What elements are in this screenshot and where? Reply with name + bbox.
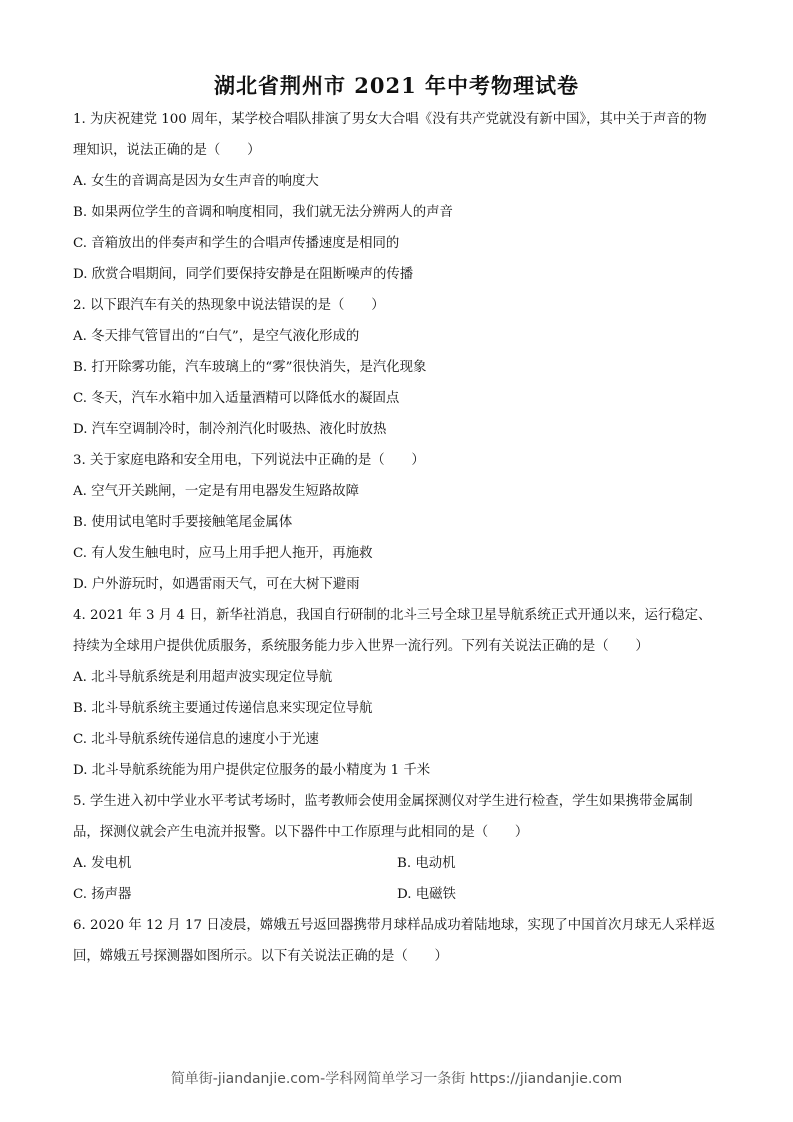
question-4 [73, 600, 733, 786]
question-stem: 4. 2021 年 3 月 4 日，新华社消息，我国自行研制的北斗三号全球卫星导航系统正式开通以来，运行稳定、 [73, 608, 712, 623]
question-stem: 回，嫦娥五号探测器如图所示。以下有关说法正确的是（ ） [73, 949, 448, 964]
option-a: A. 冬天排气管冒出的“白气”，是空气液化形成的 [73, 329, 360, 344]
question-stem: 6. 2020 年 12 月 17 日凌晨，嫦娥五号返回器携带月球样品成功着陆地球，实现了中国首次月球无人采样返 [73, 918, 716, 933]
option-row [73, 848, 733, 879]
question-stem: 理知识，说法正确的是（ ） [73, 143, 261, 158]
option-c: C. 冬天，汽车水箱中加入适量酒精可以降低水的凝固点 [73, 391, 400, 406]
footer-watermark: 简单街-jiandanjie.com-学科网简单学习一条街 https://jiandanjie.com [170, 1071, 623, 1087]
option-b: B. 北斗导航系统主要通过传递信息来实现定位导航 [73, 701, 373, 716]
question-stem: 5. 学生进入初中学业水平考试考场时，监考教师会使用金属探测仪对学生进行检查，学生如果携带金属制 [73, 794, 693, 809]
option-d: D. 欣赏合唱期间，同学们要保持安静是在阻断噪声的传播 [73, 267, 414, 282]
option-c: C. 音箱放出的伴奏声和学生的合唱声传播速度是相同的 [73, 236, 400, 251]
option-a: A. 北斗导航系统是利用超声波实现定位导航 [73, 670, 333, 685]
option-c: C. 扬声器 [73, 887, 132, 902]
question-stem: 品，探测仪就会产生电流并报警。以下器件中工作原理与此相同的是（ ） [73, 825, 529, 840]
question-3 [73, 445, 733, 600]
question-6 [73, 910, 733, 972]
option-d: D. 户外游玩时，如遇雷雨天气，可在大树下避雨 [73, 577, 360, 592]
option-a: A. 发电机 [73, 856, 132, 871]
option-b: B. 如果两位学生的音调和响度相同，我们就无法分辨两人的声音 [73, 205, 453, 220]
question-list [73, 104, 733, 972]
option-c: C. 北斗导航系统传递信息的速度小于光速 [73, 732, 319, 747]
option-b: B. 电动机 [397, 856, 456, 871]
question-stem: 1. 为庆祝建党 100 周年，某学校合唱队排演了男女大合唱《没有共产党就没有新中国》，其中关于声音的物 [73, 112, 707, 127]
question-stem: 3. 关于家庭电路和安全用电，下列说法中正确的是（ ） [73, 453, 425, 468]
option-row [73, 879, 733, 910]
option-d: D. 汽车空调制冷时，制冷剂汽化时吸热、液化时放热 [73, 422, 387, 437]
question-5 [73, 786, 733, 910]
option-d: D. 电磁铁 [397, 887, 456, 902]
option-c: C. 有人发生触电时，应马上用手把人拖开，再施救 [73, 546, 373, 561]
option-b: B. 使用试电笔时手要接触笔尾金属体 [73, 515, 293, 530]
question-stem: 2. 以下跟汽车有关的热现象中说法错误的是（ ） [73, 298, 385, 313]
option-a: A. 女生的音调高是因为女生声音的响度大 [73, 174, 319, 189]
question-1 [73, 104, 733, 290]
option-d: D. 北斗导航系统能为用户提供定位服务的最小精度为 1 千米 [73, 763, 431, 778]
question-2 [73, 290, 733, 445]
question-stem: 持续为全球用户提供优质服务，系统服务能力步入世界一流行列。下列有关说法正确的是（ ） [73, 639, 649, 654]
option-b: B. 打开除雾功能，汽车玻璃上的“雾”很快消失，是汽化现象 [73, 360, 427, 375]
option-a: A. 空气开关跳闸，一定是有用电器发生短路故障 [73, 484, 359, 499]
page-title: 湖北省荆州市 2021 年中考物理试卷 [213, 73, 580, 98]
